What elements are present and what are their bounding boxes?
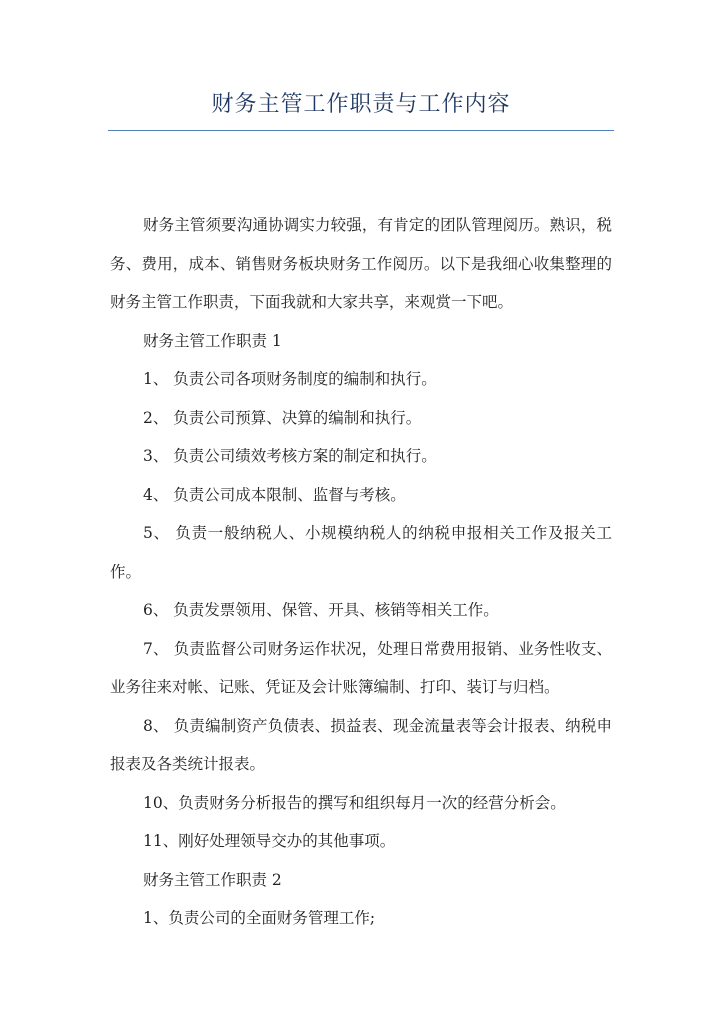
list-item: 10、负责财务分析报告的撰写和组织每月一次的经营分析会。 <box>143 793 566 812</box>
list-item: 8、 负责编制资产负债表、损益表、现金流量表等会计报表、纳税申报表及各类统计报表。 <box>110 716 612 773</box>
intro-paragraph: 财务主管须要沟通协调实力较强，有肯定的团队管理阅历。熟识，税务、费用，成本、销售财务板块财务工作阅历。以下是我细心收集整理的财务主管工作职责，下面我就和大家共享，来观赏一下吧。 <box>110 216 612 311</box>
list-item: 11、刚好处理领导交办的其他事项。 <box>143 832 396 850</box>
section-heading-1: 财务主管工作职责 1 <box>143 331 282 350</box>
list-item: 6、 负责发票领用、保管、开具、核销等相关工作。 <box>143 601 499 619</box>
list-item: 2、 负责公司预算、决算的编制和执行。 <box>143 408 422 427</box>
document-body <box>110 206 612 938</box>
list-item: 7、 负责监督公司财务运作状况，处理日常费用报销、业务性收支、业务往来对帐、记账、凭证及会计账簿编制、打印、装订与归档。 <box>110 639 612 696</box>
list-item: 3、 负责公司绩效考核方案的制定和执行。 <box>143 447 437 465</box>
list-item: 1、 负责公司各项财务制度的编制和执行。 <box>143 370 437 388</box>
list-item: 4、 负责公司成本限制、监督与考核。 <box>143 485 406 504</box>
title-divider <box>108 130 614 131</box>
list-item: 1、负责公司的全面财务管理工作; <box>143 909 376 927</box>
document-title: 财务主管工作职责与工作内容 <box>211 92 511 117</box>
list-item: 5、 负责一般纳税人、小规模纳税人的纳税申报相关工作及报关工作。 <box>110 524 612 581</box>
section-heading-2: 财务主管工作职责 2 <box>143 870 282 889</box>
